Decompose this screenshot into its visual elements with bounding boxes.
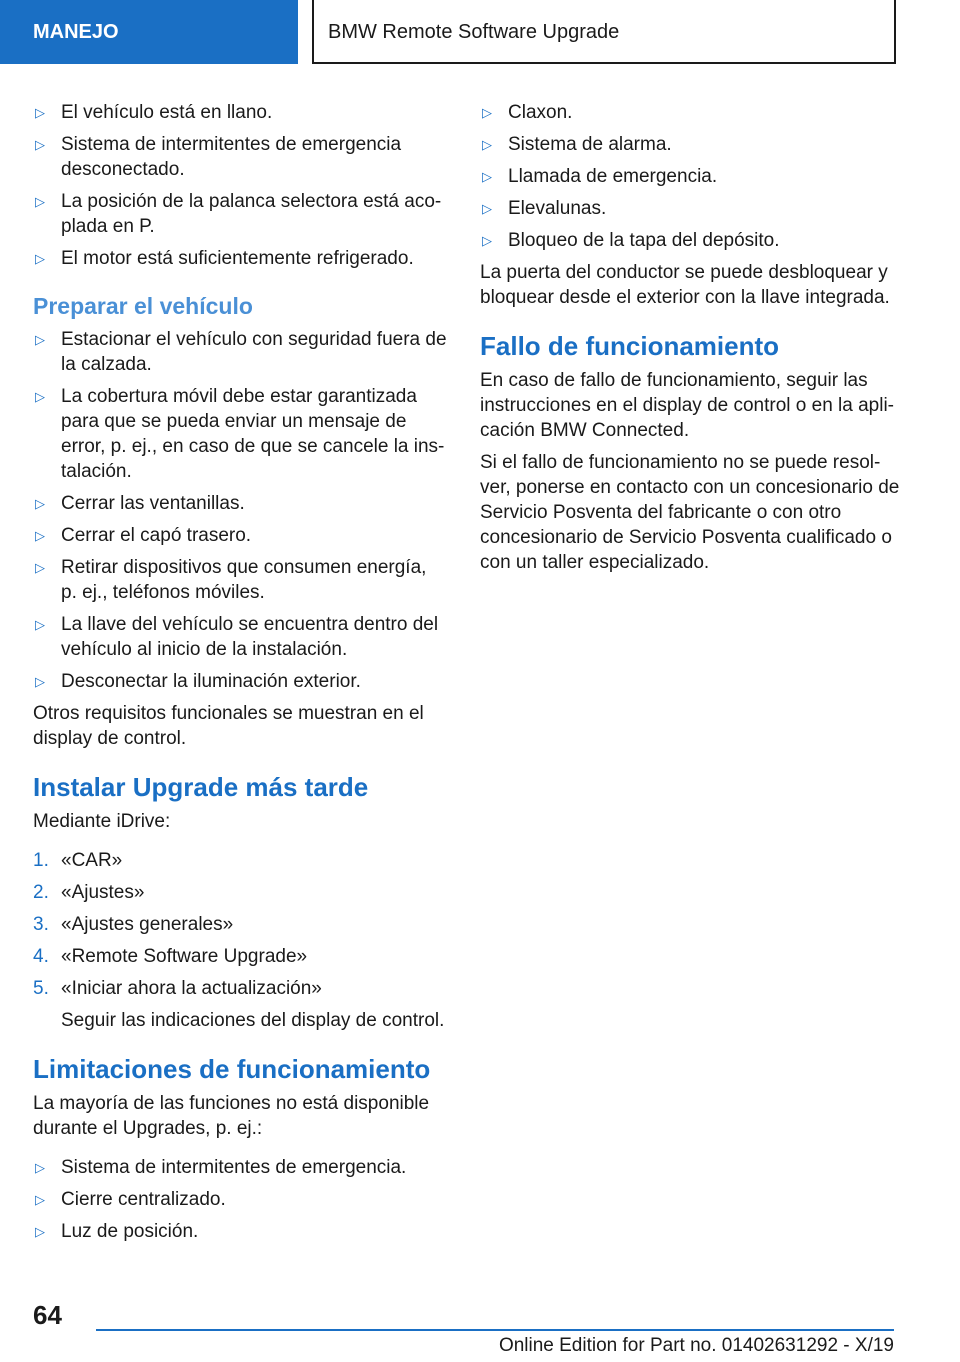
limits-heading: Limitaciones de funcionamiento (33, 1054, 431, 1084)
limits-list-left (33, 1155, 447, 1244)
triangle-bullet-icon: ▷ (35, 137, 45, 152)
list-item: ▷ Luz de posición. (35, 1221, 199, 1242)
step-number: 3. (33, 914, 49, 935)
list-item: ▷ Sistema de intermitentes de emergencia. (35, 1157, 407, 1178)
step-number: 2. (33, 882, 49, 903)
triangle-bullet-icon: ▷ (35, 389, 45, 404)
limits-list-right (480, 100, 900, 253)
triangle-bullet-icon: ▷ (35, 1224, 45, 1239)
list-item: ▷ La llave del vehículo se encuentra dentro del vehículo al inicio de la instalación. (35, 614, 439, 660)
triangle-bullet-icon: ▷ (35, 1192, 45, 1207)
list-item: ▷ Retirar dispositivos que consumen energía, p. ej., teléfonos móviles. (35, 557, 427, 603)
left-column (33, 100, 447, 1251)
section-tab: MANEJO (0, 0, 298, 64)
step-item: 5. «Iniciar ahora la actualización» (33, 978, 322, 999)
list-item: ▷ Sistema de alarma. (482, 134, 672, 155)
triangle-bullet-icon: ▷ (35, 560, 45, 575)
footer-divider (96, 1329, 894, 1331)
edition-info: Online Edition for Part no. 01402631292 - X/19 (498, 1335, 894, 1356)
triangle-bullet-icon: ▷ (35, 194, 45, 209)
triangle-bullet-icon: ▷ (482, 201, 492, 216)
list-item: ▷ Claxon. (482, 102, 573, 123)
step-number: 1. (33, 850, 49, 871)
step-number: 4. (33, 946, 49, 967)
install-steps (33, 848, 447, 1001)
list-item: ▷ Elevalunas. (482, 198, 607, 219)
install-note: Seguir las indicaciones del display de control. (61, 1010, 445, 1031)
list-item: ▷ Llamada de emergencia. (482, 166, 718, 187)
list-item: ▷ Cerrar el capó trasero. (35, 525, 252, 546)
prepare-heading: Preparar el vehículo (33, 293, 253, 319)
door-note: La puerta del conductor se puede desbloquear y bloquear desde el exterior con la llave integrada. (480, 262, 890, 308)
triangle-bullet-icon: ▷ (35, 251, 45, 266)
install-heading: Instalar Upgrade más tarde (33, 772, 369, 802)
triangle-bullet-icon: ▷ (482, 169, 492, 184)
failure-paragraph-1: En caso de fallo de funcionamiento, seguir las instrucciones en el display de control o en la apli‐ cación BMW Connected. (480, 370, 895, 441)
list-item: ▷ Bloqueo de la tapa del depósito. (482, 230, 780, 251)
list-item: ▷ Cerrar las ventanillas. (35, 493, 245, 514)
list-item: ▷ El motor está suficientemente refrigerado. (35, 248, 414, 269)
step-item: 2. «Ajustes» (33, 882, 145, 903)
step-item: 3. «Ajustes generales» (33, 914, 234, 935)
triangle-bullet-icon: ▷ (35, 1160, 45, 1175)
step-item: 4. «Remote Software Upgrade» (33, 946, 308, 967)
list-item: ▷ La cobertura móvil debe estar garantizada para que se pueda enviar un mensaje de error, p. ej., en caso de que se cancele la ins‐ talación. (35, 386, 445, 482)
intro-list (33, 100, 447, 271)
chapter-title: BMW Remote Software Upgrade (312, 0, 896, 64)
triangle-bullet-icon: ▷ (35, 332, 45, 347)
triangle-bullet-icon: ▷ (482, 137, 492, 152)
list-item: ▷ La posición de la palanca selectora está aco‐ plada en P. (35, 191, 442, 237)
triangle-bullet-icon: ▷ (482, 105, 492, 120)
triangle-bullet-icon: ▷ (35, 496, 45, 511)
triangle-bullet-icon: ▷ (35, 617, 45, 632)
step-item: 1. «CAR» (33, 850, 123, 871)
triangle-bullet-icon: ▷ (35, 105, 45, 120)
triangle-bullet-icon: ▷ (35, 674, 45, 689)
list-item: ▷ El vehículo está en llano. (35, 102, 273, 123)
right-column (480, 100, 900, 582)
triangle-bullet-icon: ▷ (35, 528, 45, 543)
limits-intro: La mayoría de las funciones no está disponible durante el Upgrades, p. ej.: (33, 1093, 430, 1139)
list-item: ▷ Estacionar el vehículo con seguridad fuera de la calzada. (35, 329, 447, 375)
page-number: 64 (33, 1300, 62, 1330)
step-number: 5. (33, 978, 49, 999)
list-item: ▷ Desconectar la iluminación exterior. (35, 671, 361, 692)
page-header (0, 0, 960, 66)
prepare-list (33, 327, 447, 694)
install-intro: Mediante iDrive: (33, 811, 171, 832)
triangle-bullet-icon: ▷ (482, 233, 492, 248)
list-item: ▷ Cierre centralizado. (35, 1189, 226, 1210)
failure-heading: Fallo de funcionamiento (480, 331, 780, 361)
failure-paragraph-2: Si el fallo de funcionamiento no se puede resol‐ ver, ponerse en contacto con un concesionario de Servicio Posventa del fabricante o con otro concesionario de Servicio Posventa cualificado o con un taller especializado. (480, 452, 900, 573)
list-item: ▷ Sistema de intermitentes de emergencia desconectado. (35, 134, 402, 180)
prepare-note: Otros requisitos funcionales se muestran en el display de control. (33, 703, 424, 749)
